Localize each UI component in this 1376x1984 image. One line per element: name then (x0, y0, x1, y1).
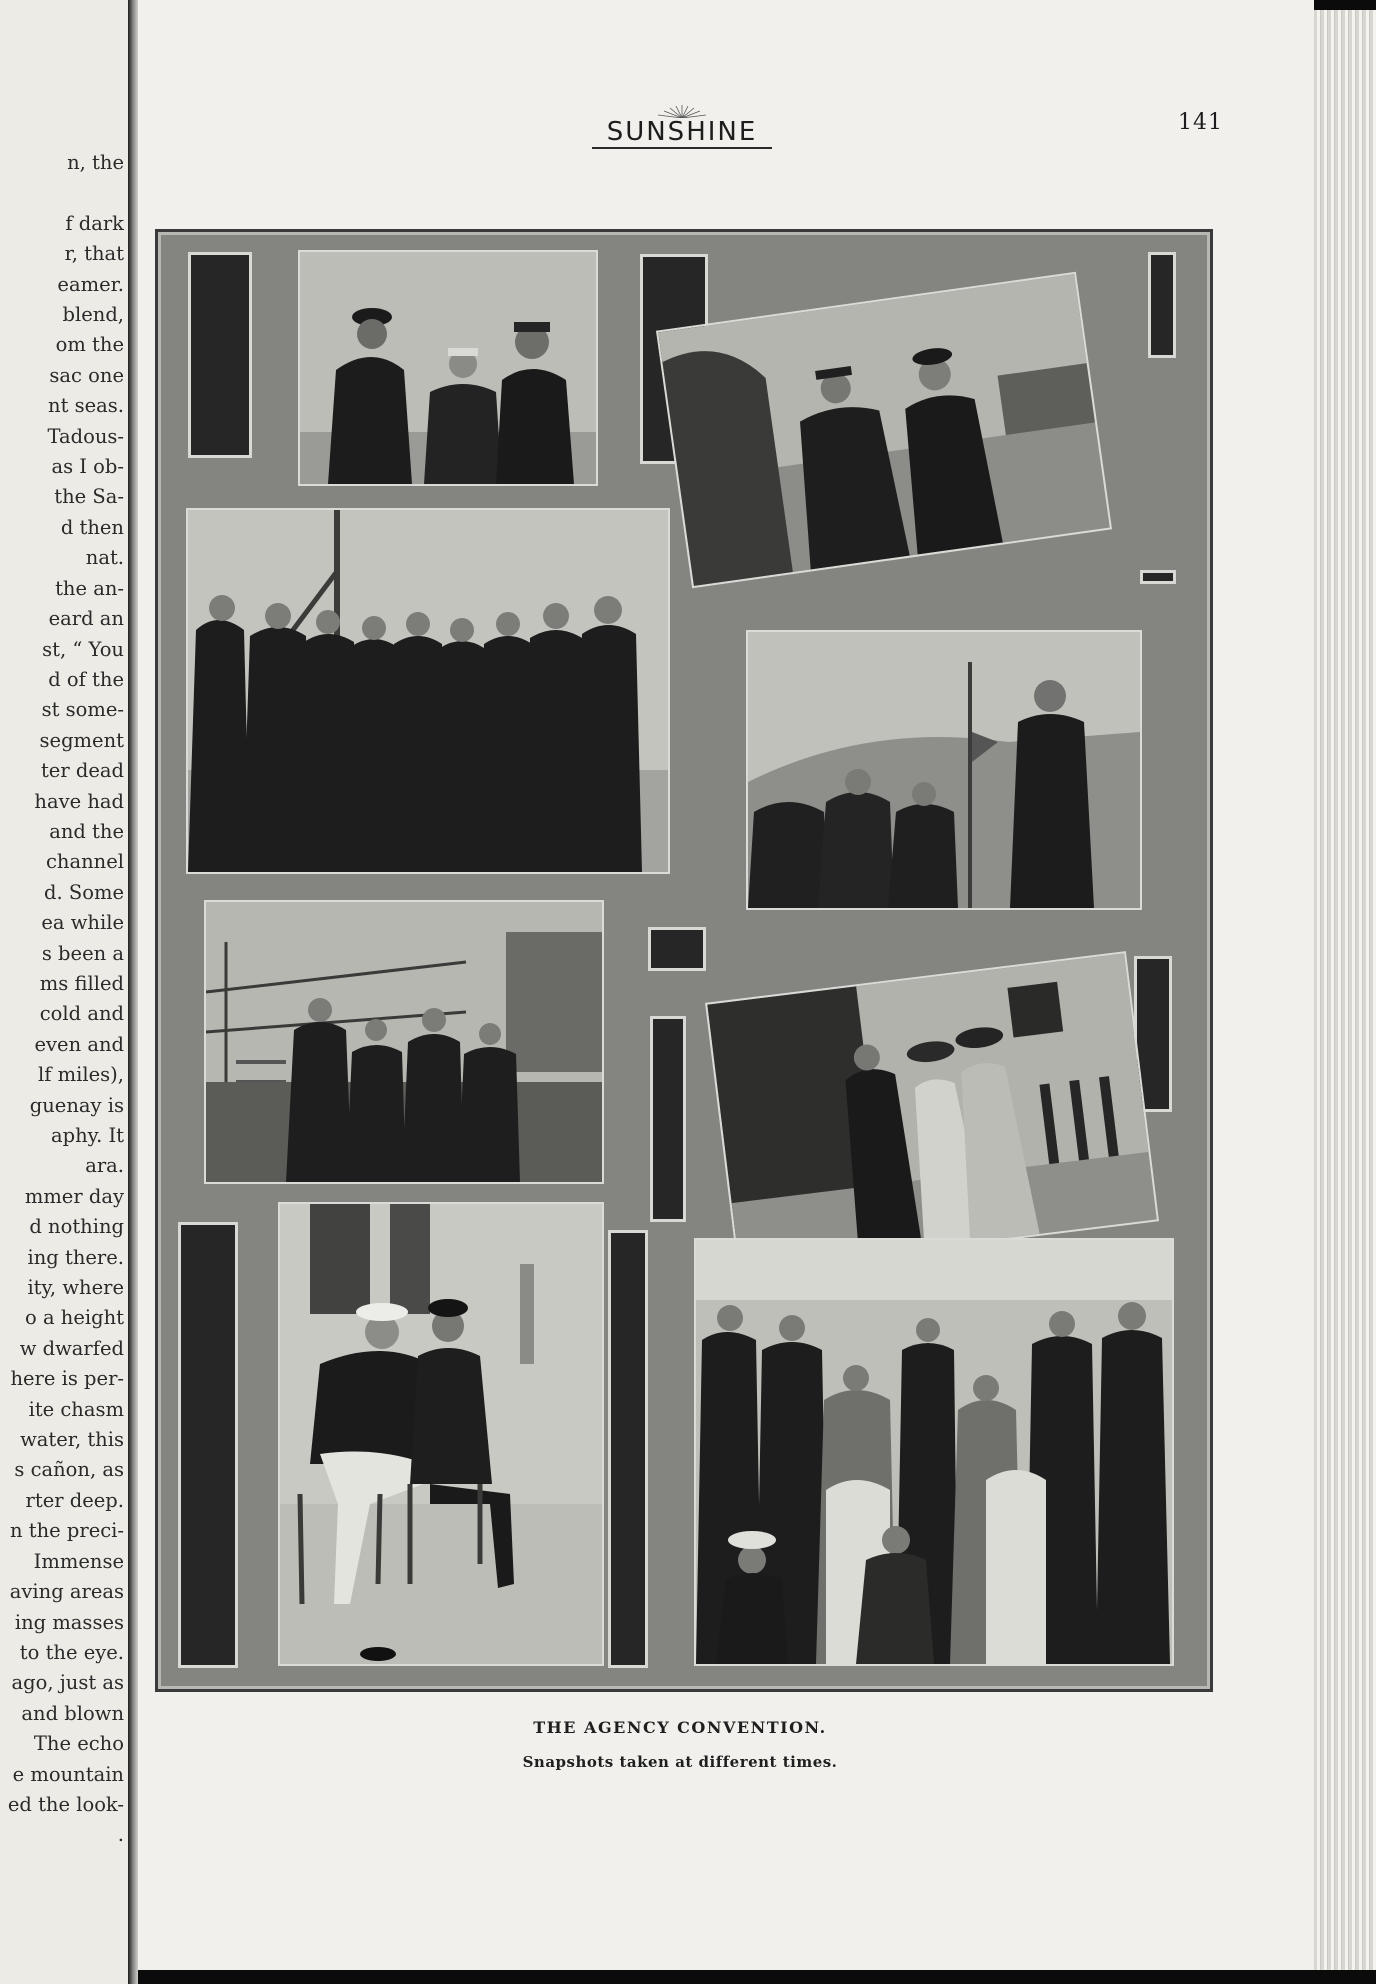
facing-page-line: as I ob- (51, 455, 124, 479)
photo-men-with-flag (746, 630, 1142, 910)
facing-page-line: segment (39, 728, 124, 752)
facing-page-line: . (117, 1823, 124, 1847)
facing-page-line: st some- (41, 698, 124, 722)
decorative-bar (1148, 252, 1176, 358)
facing-page-line: eard an (48, 607, 124, 631)
facing-page-line: st, “ You (42, 637, 124, 661)
facing-page-line: ing masses (14, 1610, 124, 1634)
running-head (592, 104, 772, 149)
facing-page-line: d nothing (29, 1215, 124, 1239)
facing-page-line: ing there. (27, 1245, 124, 1269)
facing-page-line: and the (49, 819, 124, 843)
facing-page-line: aving areas (9, 1580, 124, 1604)
facing-page-line: guenay is (29, 1093, 124, 1117)
decorative-bar (1140, 570, 1176, 584)
facing-page-line: lf miles), (38, 1063, 124, 1087)
facing-page-line: blend, (62, 303, 124, 327)
facing-page-line: have had (34, 789, 124, 813)
facing-page-line: d of the (48, 667, 124, 691)
decorative-bar (608, 1230, 648, 1668)
facing-page-line: d. Some (43, 880, 124, 904)
caption-subtitle: Snapshots taken at different times. (522, 1753, 838, 1771)
facing-page-line: e mountain (12, 1762, 124, 1786)
photo-two-men-seated (278, 1202, 604, 1666)
facing-page-line: The echo (33, 1732, 124, 1756)
decorative-bar (178, 1222, 238, 1668)
facing-page-line: mmer day (24, 1184, 124, 1208)
facing-page-line: om the (55, 333, 124, 357)
facing-page-line: r, that (64, 242, 124, 266)
running-head-title: SUNSHINE (592, 118, 772, 149)
photo-plate (155, 229, 1213, 1692)
photo-pier-women-tilted (705, 951, 1159, 1273)
facing-page-line: nt seas. (48, 394, 124, 418)
facing-page-line: nat. (85, 546, 124, 570)
facing-page-line: n, the (67, 151, 124, 174)
decorative-bar (188, 252, 252, 458)
caption-title: THE AGENCY CONVENTION. (533, 1718, 827, 1737)
facing-page-line: n the preci- (10, 1519, 124, 1543)
facing-page-line: here is per- (10, 1367, 124, 1391)
facing-page-line: Tadous- (47, 424, 124, 448)
facing-page-line: to the eye. (19, 1640, 124, 1664)
decorative-bar (648, 927, 706, 971)
photo-group-on-deck (186, 508, 670, 874)
photo-two-men-tilted (656, 272, 1112, 588)
page-stack-edge (1314, 10, 1376, 1970)
decorative-bar (650, 1016, 686, 1222)
facing-page-line: o a height (25, 1306, 124, 1330)
book-gutter (128, 0, 138, 1984)
facing-page-line: the Sa- (54, 485, 124, 509)
facing-page-line: f dark (65, 211, 124, 235)
facing-page-line: ity, where (27, 1276, 124, 1300)
facing-page-line (8, 178, 124, 208)
sunburst-icon (652, 104, 712, 118)
photo-three-men (298, 250, 598, 486)
facing-page-line: channel (46, 850, 124, 874)
facing-page-line: ago, just as (11, 1671, 124, 1695)
page-number: 141 (1178, 110, 1223, 135)
facing-page-line: d then (60, 515, 124, 539)
facing-page-line: even and (34, 1032, 124, 1056)
facing-page-line: ea while (41, 911, 124, 935)
figure-caption (400, 1718, 960, 1771)
facing-page-line: aphy. It (50, 1124, 124, 1147)
facing-page-line: ter dead (40, 759, 124, 783)
facing-page-line: Immense (33, 1549, 124, 1573)
facing-page-line: s cañon, as (14, 1458, 124, 1482)
facing-page-line: ara. (85, 1154, 124, 1178)
facing-page (0, 0, 128, 1984)
photo-ship-stairs (204, 900, 604, 1184)
facing-page-line: the an- (55, 576, 124, 600)
facing-page-line: rter deep. (25, 1488, 124, 1512)
facing-page-line: ite chasm (28, 1397, 124, 1421)
photo-large-group (694, 1238, 1174, 1666)
facing-page-line: sac one (49, 363, 124, 387)
facing-page-line: s been a (41, 941, 124, 965)
facing-page-line: water, this (20, 1428, 124, 1452)
facing-page-line: ed the look- (7, 1792, 124, 1816)
facing-page-text (8, 148, 124, 1851)
facing-page-line: and blown (21, 1701, 124, 1725)
facing-page-line: w dwarfed (19, 1336, 124, 1360)
facing-page-line: ms filled (39, 971, 124, 995)
facing-page-line: cold and (39, 1002, 124, 1026)
facing-page-line: eamer. (57, 272, 124, 296)
